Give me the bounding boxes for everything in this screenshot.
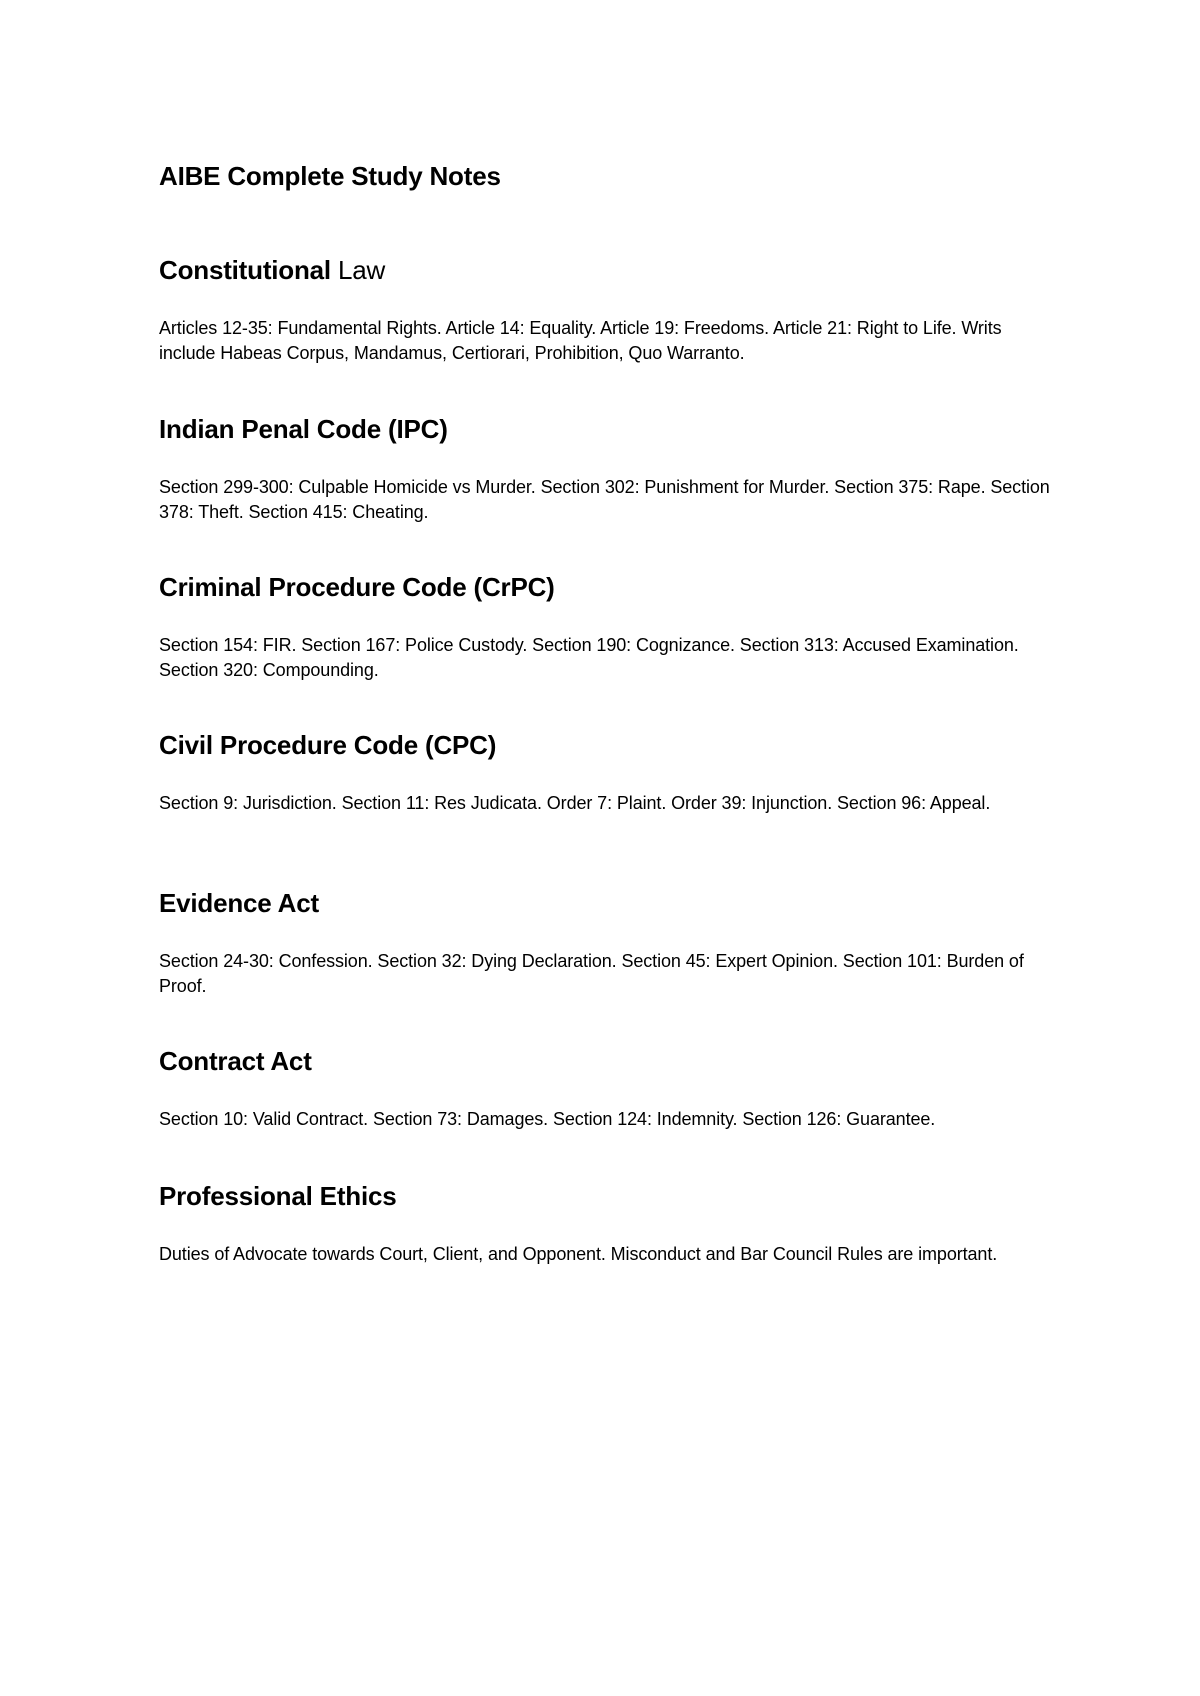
- section-heading: Criminal Procedure Code (CrPC): [159, 572, 555, 602]
- section-heading: Indian Penal Code (IPC): [159, 414, 448, 444]
- section-professional-ethics: [159, 1180, 1059, 1267]
- section-body: Section 24-30: Confession. Section 32: Dying Declaration. Section 45: Expert Opinion. Section 101: Burden of Proof.: [159, 951, 1024, 996]
- document-title: AIBE Complete Study Notes: [159, 161, 501, 191]
- section-contract-act: [159, 1045, 1059, 1132]
- section-evidence-act: [159, 887, 1059, 999]
- section-body: Section 299-300: Culpable Homicide vs Murder. Section 302: Punishment for Murder. Section 375: Rape. Section 378: Theft. Section 415: Cheating.: [159, 477, 1050, 522]
- section-heading: Evidence Act: [159, 888, 319, 918]
- section-body: Articles 12-35: Fundamental Rights. Article 14: Equality. Article 19: Freedoms. Article 21: Right to Life. Writs include Habeas Corpus, Mandamus, Certiorari, Prohibition, Quo Warranto.: [159, 318, 1002, 363]
- section-civil-procedure-code: [159, 729, 1059, 816]
- section-body: Duties of Advocate towards Court, Client, and Opponent. Misconduct and Bar Council Rules are important.: [159, 1244, 998, 1264]
- section-body: Section 9: Jurisdiction. Section 11: Res Judicata. Order 7: Plaint. Order 39: Injunction. Section 96: Appeal.: [159, 793, 991, 813]
- section-criminal-procedure-code: [159, 571, 1059, 683]
- section-heading: [159, 254, 1059, 286]
- section-heading-suffix: Law: [337, 255, 386, 285]
- section-constitutional-law: [159, 254, 1059, 366]
- section-indian-penal-code: [159, 413, 1059, 525]
- section-heading-text: Constitutional: [159, 255, 331, 285]
- section-heading: Contract Act: [159, 1046, 312, 1076]
- section-body: Section 154: FIR. Section 167: Police Custody. Section 190: Cognizance. Section 313: Accused Examination. Section 320: Compounding.: [159, 635, 1019, 680]
- section-body: Section 10: Valid Contract. Section 73: Damages. Section 124: Indemnity. Section 126: Guarantee.: [159, 1109, 936, 1129]
- section-heading: Professional Ethics: [159, 1181, 397, 1211]
- section-heading: Civil Procedure Code (CPC): [159, 730, 497, 760]
